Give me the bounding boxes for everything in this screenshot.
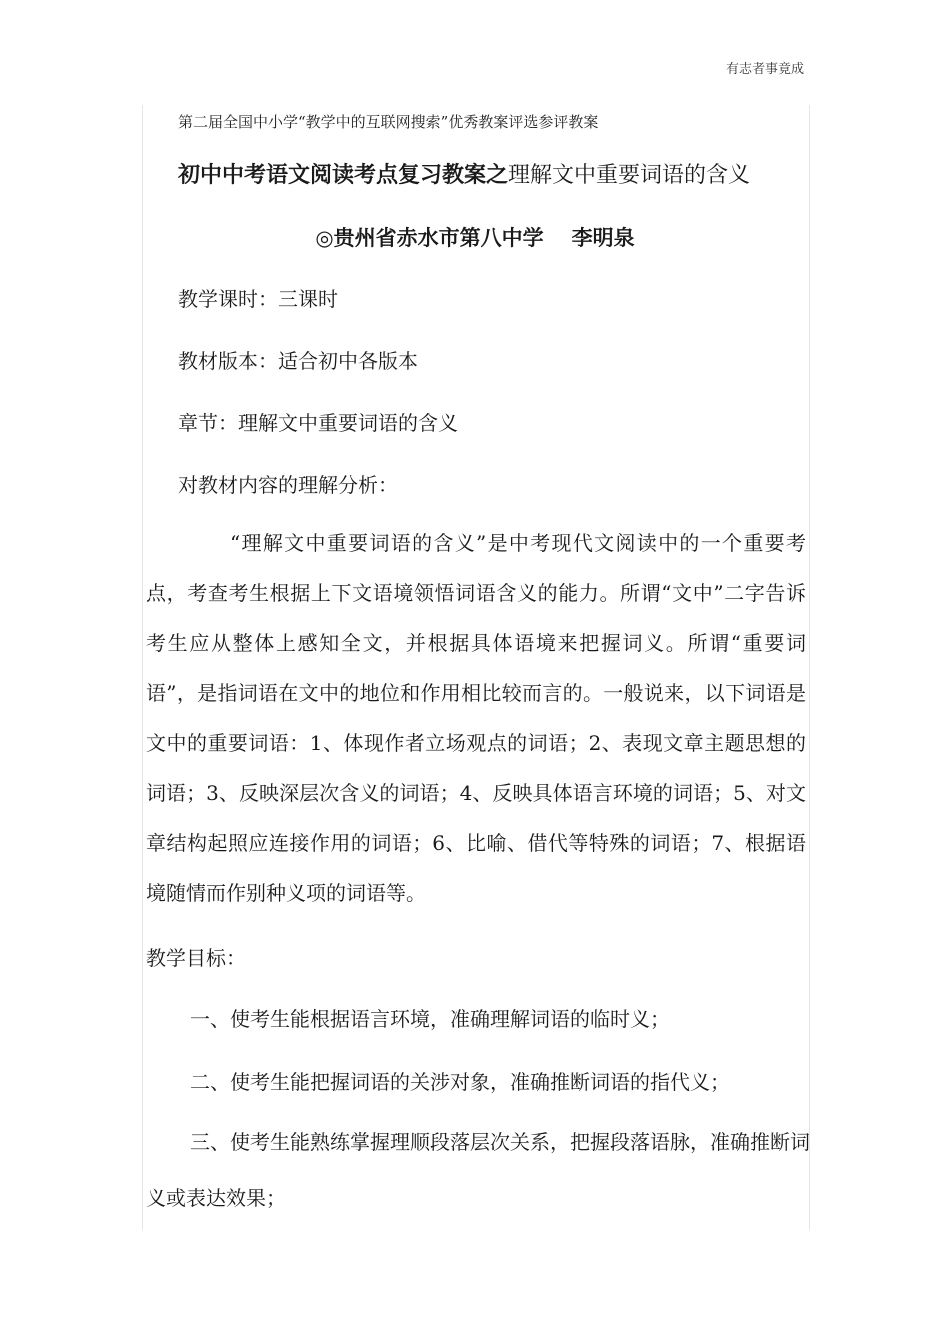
goal-item-1: 一、使考生能根据语言环境，准确理解词语的临时义； [190, 1007, 670, 1031]
contest-line: 第二届全国中小学“教学中的互联网搜索”优秀教案评选参评教案 [178, 113, 599, 131]
goal-item-3 [146, 1114, 814, 1226]
document-title [178, 158, 750, 189]
textbook-edition: 教材版本：适合初中各版本 [178, 349, 418, 373]
analysis-paragraph [146, 518, 806, 918]
document-title-bold: 初中中考语文阅读考点复习教案之 [178, 163, 509, 188]
author-school: ◎贵州省赤水市第八中学 [315, 226, 544, 250]
author-name: 李明泉 [571, 226, 635, 250]
header-motto: 有志者事竟成 [725, 62, 804, 77]
goal-item-2: 二、使考生能把握词语的关涉对象，准确推断词语的指代义； [190, 1070, 730, 1094]
document-title-topic: 理解文中重要词语的含义 [508, 163, 751, 188]
class-hours: 教学课时：三课时 [178, 287, 338, 311]
chapter-line: 章节：理解文中重要词语的含义 [178, 411, 458, 435]
author-line [0, 222, 950, 252]
goals-heading: 教学目标： [146, 946, 246, 970]
analysis-paragraph-text: “理解文中重要词语的含义”是中考现代文阅读中的一个重要考点，考查考生根据上下文语境领悟词语含义的能力。所谓“文中”二字告诉考生应从整体上感知全文，并根据具体语境来把握词义。所谓“重要词语”，是指词语在文中的地位和作用相比较而言的。一般说来，以下词语是文中的重要词语：1、体现作者立场观点的词语；2、表现文章主题思想的词语；3、反映深层次含义的词语；4、反映具体语言环境的词语；5、对文章结构起照应连接作用的词语；6、比喻、借代等特殊的词语；7、根据语境随情而作别种义项的词语等。 [146, 531, 806, 905]
goal-item-3-text: 三、使考生能熟练掌握理顺段落层次关系，把握段落语脉，准确推断词义或表达效果； [146, 1130, 810, 1210]
analysis-heading: 对教材内容的理解分析： [178, 473, 398, 497]
